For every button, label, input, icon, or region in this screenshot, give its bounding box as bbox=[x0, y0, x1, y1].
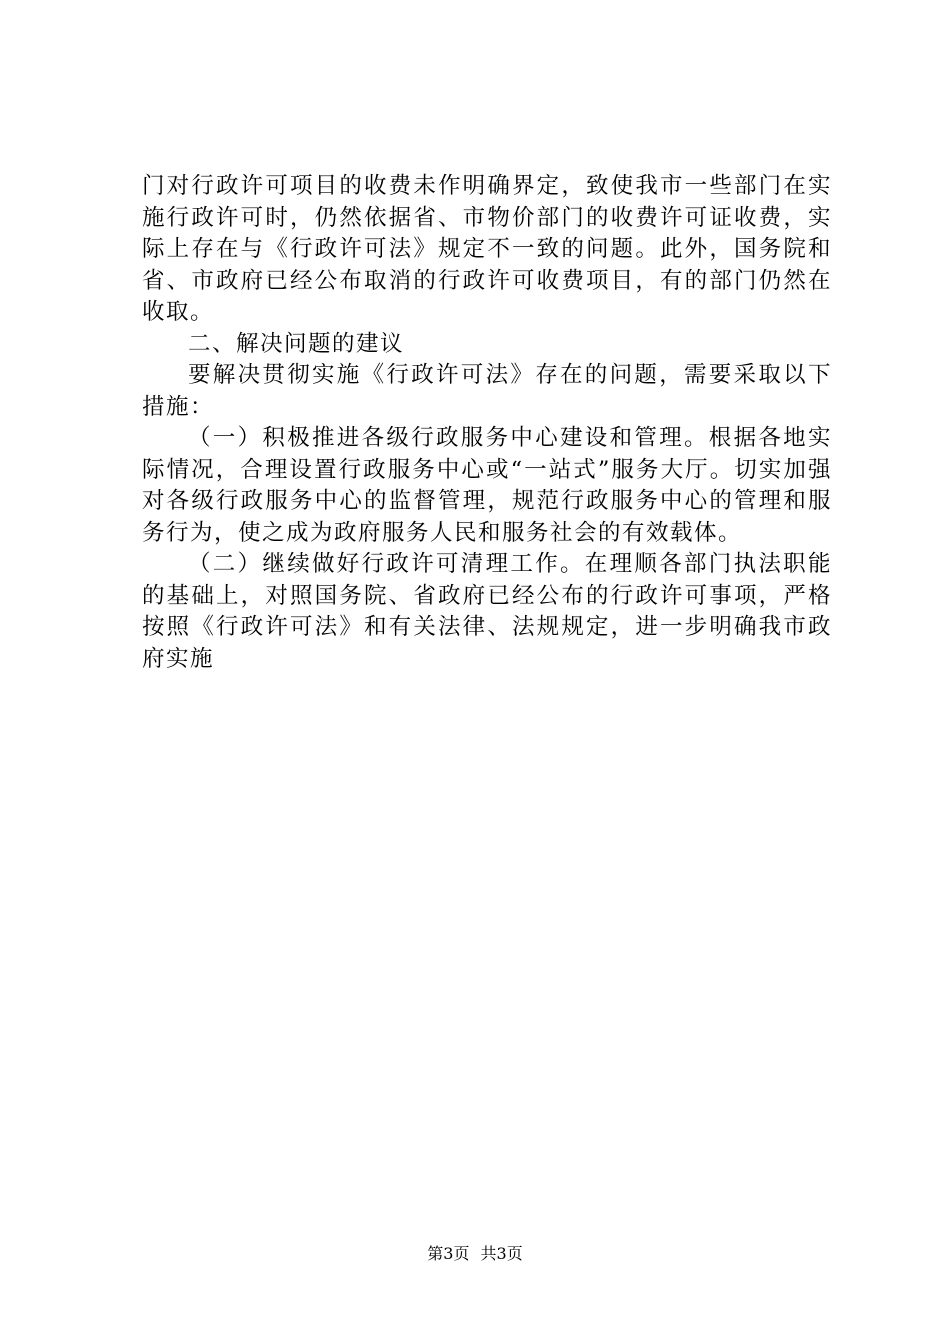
page-total: 共3页 bbox=[480, 1244, 523, 1263]
section-heading: 二、解决问题的建议 bbox=[188, 330, 405, 357]
paragraph-measure-2: （二）继续做好行政许可清理工作。在理顺各部门执法职能的基础上，对照国务院、省政府已经公布的行政许可事项，严格按照《行政许可法》和有关法律、法规规定，进一步明确我市政府实施 bbox=[142, 551, 832, 672]
page-number: 第3页 bbox=[427, 1244, 470, 1263]
paragraph-continuation: 门对行政许可项目的收费未作明确界定，致使我市一些部门在实施行政许可时，仍然依据省、市物价部门的收费许可证收费，实际上存在与《行政许可法》规定不一致的问题。此外，国务院和省、市政府已经公布取消的行政许可收费项目，有的部门仍然在收取。 bbox=[142, 173, 832, 325]
document-body bbox=[142, 171, 832, 675]
paragraph-measure-1: （一）积极推进各级行政服务中心建设和管理。根据各地实际情况，合理设置行政服务中心或“一站式”服务大厅。切实加强对各级行政服务中心的监督管理，规范行政服务中心的管理和服务行为，使之成为政府服务人民和服务社会的有效载体。 bbox=[142, 425, 832, 546]
paragraph-intro: 要解决贯彻实施《行政许可法》存在的问题，需要采取以下措施： bbox=[142, 362, 832, 420]
page-footer bbox=[0, 1244, 950, 1264]
